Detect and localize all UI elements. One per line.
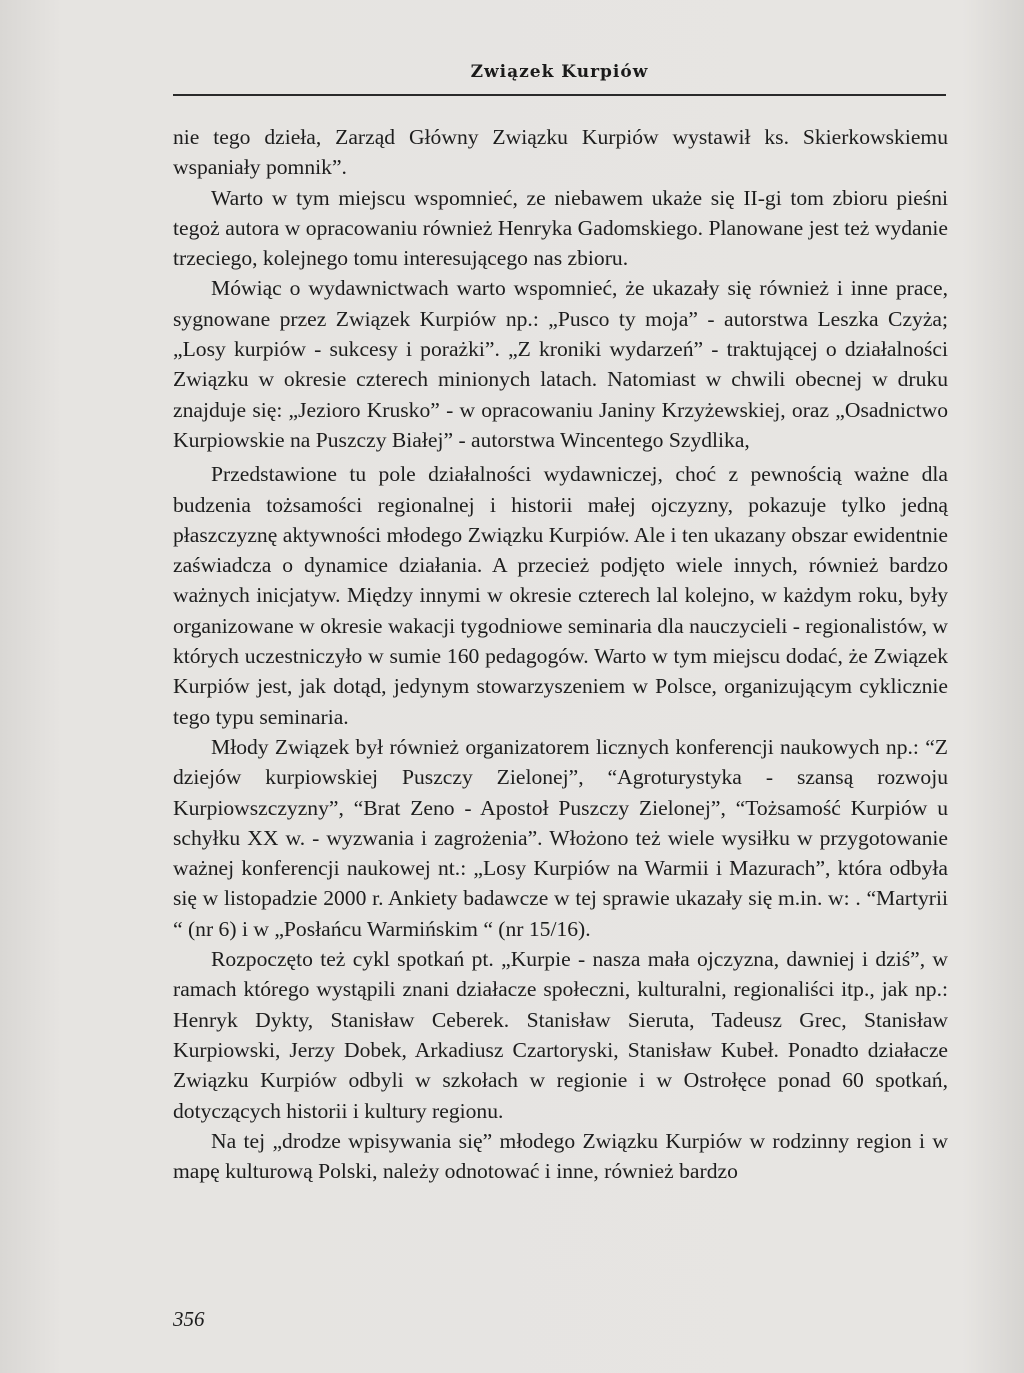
header-rule bbox=[173, 94, 946, 96]
paragraph-7: Na tej „drodze wpisywania się” młodego Związku Kurpiów w rodzinny region i w mapę kulturową Polski, należy odnotować i inne, również bardzo bbox=[173, 1128, 948, 1184]
paragraph-5: Młody Związek był również organizatorem licznych konferencji naukowych np.: “Z dziejów kurpiowskiej Puszczy Zielonej”, “Agroturystyka - szansą rozwoju Kurpiowszczyzny”, “Brat Zeno - Apostoł Puszczy Zielonej”, “Tożsamość Kurpiów u schyłku XX w. - wyzwania i zagrożenia”. Włożono też wiele wysiłku w przygotowanie ważnej konferencji naukowej nt.: „Losy Kurpiów na Warmii i Mazurach”, która odbyła się w listopadzie 2000 r. Ankiety badawcze w tej sprawie ukazały się m.in. w: . “Martyrii “ (nr 6) i w „Posłańcu Warmińskim “ (nr 15/16). bbox=[173, 734, 948, 941]
paragraph-6: Rozpoczęto też cykl spotkań pt. „Kurpie - nasza mała ojczyzna, dawniej i dziś”, w ramach którego wystąpili znani działacze społeczni, kulturalni, regionaliści itp., jak np.: Henryk Dykty, Stanisław Ceberek. Stanisław Sieruta, Tadeusz Grec, Stanisław Kurpiowski, Jerzy Dobek, Arkadiusz Czartoryski, Stanisław Kubeł. Ponadto działacze Związku Kurpiów odbyli w szkołach w regionie i w Ostrołęce ponad 60 spotkań, dotyczących historii i kultury regionu. bbox=[173, 947, 948, 1123]
running-head-title: Związek Kurpiów bbox=[470, 62, 649, 82]
paragraph-2: Warto w tym miejscu wspomnieć, ze niebawem ukaże się II-gi tom zbioru pieśni tegoż autora w opracowaniu również Henryka Gadomskiego. Planowane jest też wydanie trzeciego, kolejnego tomu interesującego nas zbioru. bbox=[173, 185, 948, 271]
running-head bbox=[173, 58, 946, 92]
paragraph-1: nie tego dzieła, Zarząd Główny Związku Kurpiów wystawił ks. Skierkowskiemu wspaniały pomnik”. bbox=[173, 125, 948, 180]
paragraph-4: Przedstawione tu pole działalności wydawniczej, choć z pewnością ważne dla budzenia tożsamości regionalnej i historii małej ojczyzny, pokazuje tylko jedną płaszczyznę aktywności młodego Związku Kurpiów. Ale i ten ukazany obszar ewidentnie zaświadcza o dynamice działania. A przecież podjęto wiele innych, również bardzo ważnych inicjatyw. Między innymi w okresie czterech lal kolejno, w każdym roku, były organizowane w okresie wakacji tygodniowe seminaria dla nauczycieli - regionalistów, w których uczestniczyło w sumie 160 pedagogów. Warto w tym miejscu dodać, że Związek Kurpiów jest, jak dotąd, jedynym stowarzyszeniem w Polsce, organizującym cyklicznie tego typu seminaria. bbox=[173, 462, 948, 729]
page-number: 356 bbox=[173, 1307, 205, 1331]
body-text bbox=[173, 122, 948, 1186]
paragraph-3: Mówiąc o wydawnictwach warto wspomnieć, że ukazały się również i inne prace, sygnowane przez Związek Kurpiów np.: „Pusco ty moja” - autorstwa Leszka Czyża; „Losy kurpiów - sukcesy i porażki”. „Z kroniki wydarzeń” - traktującej o działalności Związku w okresie czterech minionych latach. Natomiast w chwili obecnej w druku znajduje się: „Jezioro Krusko” - w opracowaniu Janiny Krzyżewskiej, oraz „Osadnictwo Kurpiowskie na Puszczy Białej” - autorstwa Wincentego Szydlika, bbox=[173, 276, 948, 452]
